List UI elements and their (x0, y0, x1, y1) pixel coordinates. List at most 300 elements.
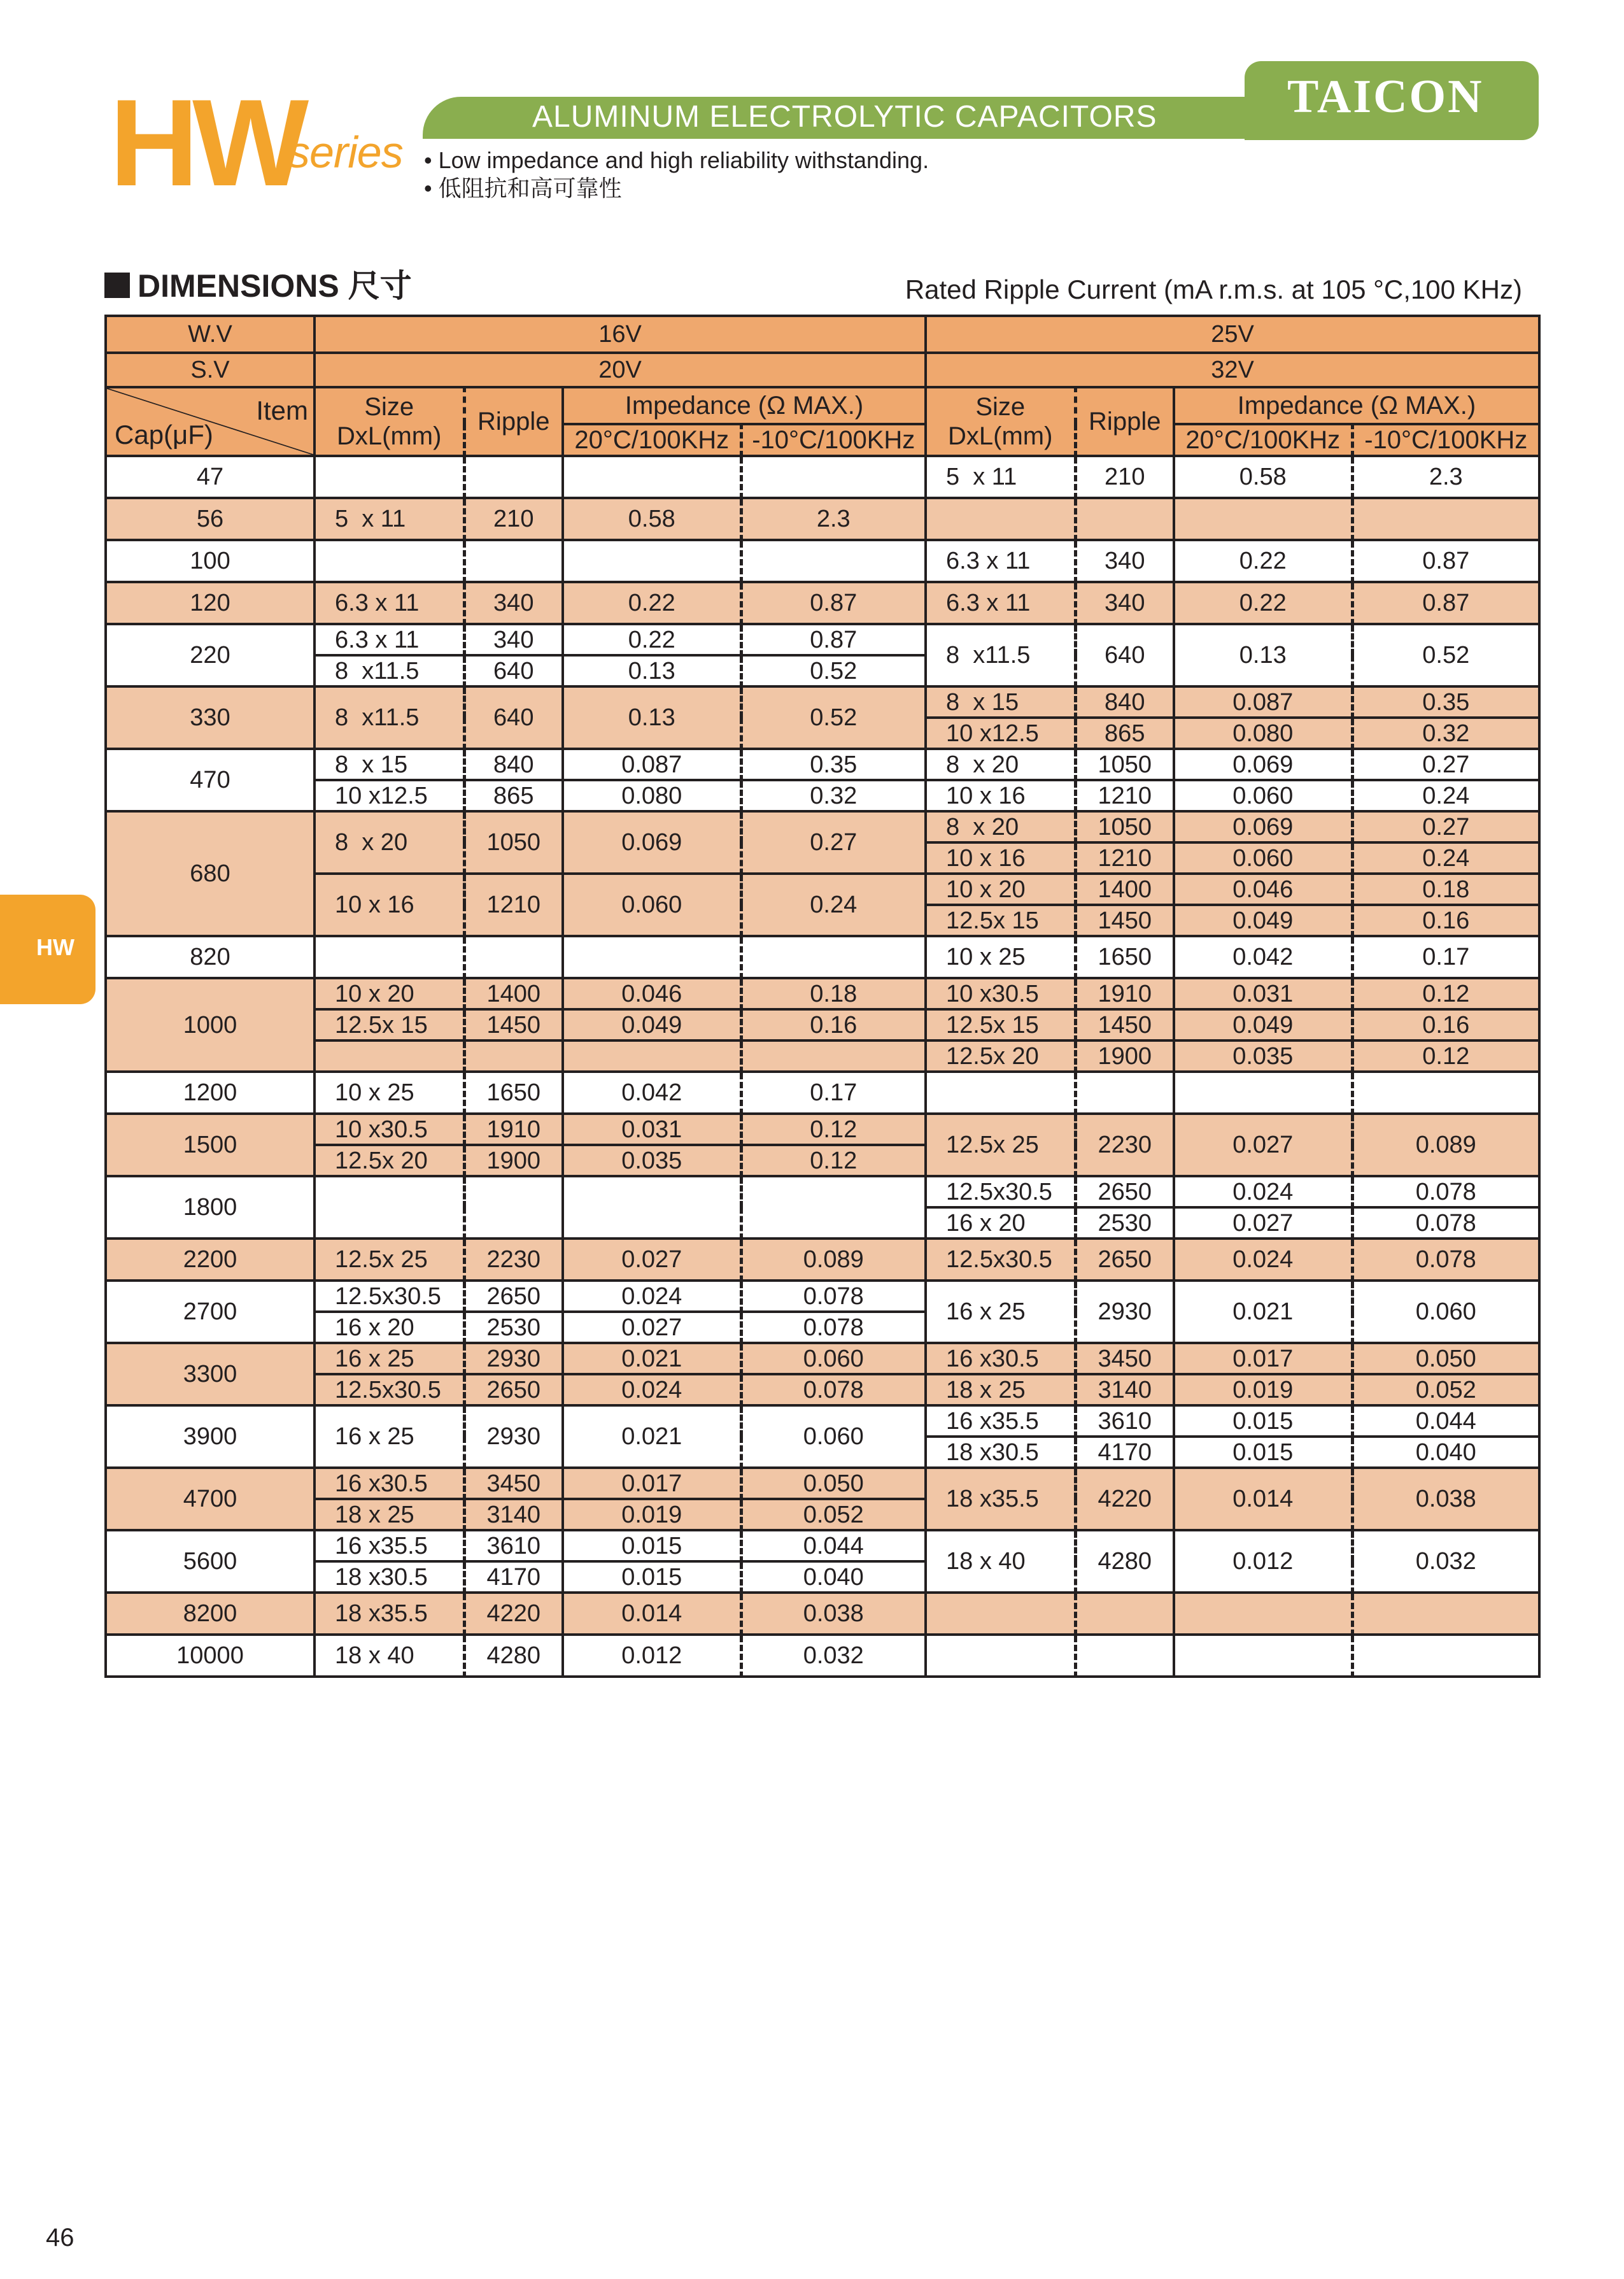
size-cell: 18 x35.5 (926, 1468, 1075, 1530)
size-cell: 10 x12.5 (926, 718, 1075, 749)
impedance-20c-cell: 0.017 (563, 1468, 741, 1499)
impedance-20c-cell: 0.024 (1174, 1239, 1352, 1281)
ripple-cell: 3610 (464, 1530, 563, 1561)
ripple-cell: 1450 (1075, 1009, 1174, 1040)
ripple-cell: 865 (464, 780, 563, 811)
ripple-cell: 2530 (464, 1312, 563, 1343)
impedance-m10c-cell: 0.35 (741, 749, 926, 780)
ripple-cell: 2650 (464, 1281, 563, 1312)
size-cell: 8 x 15 (314, 749, 464, 780)
impedance-m10c-cell: 0.17 (1352, 936, 1539, 978)
impedance-m10c-cell: 0.060 (1352, 1281, 1539, 1343)
capacitance-cell: 8200 (106, 1593, 314, 1635)
impedance-20c-cell (563, 1176, 741, 1239)
item-cap-header (106, 387, 314, 456)
ripple-cell: 340 (464, 582, 563, 624)
impedance-20c-cell: 0.046 (563, 978, 741, 1009)
ripple-cell: 1450 (464, 1009, 563, 1040)
impedance-20c-cell: 0.22 (1174, 582, 1352, 624)
ripple-cell: 1210 (464, 874, 563, 936)
impedance-20c-cell: 0.22 (563, 624, 741, 655)
ripple-cell: 4170 (1075, 1437, 1174, 1468)
capacitance-cell: 1800 (106, 1176, 314, 1239)
impedance-20c-cell: 0.027 (1174, 1114, 1352, 1176)
impedance-20c-cell: 0.014 (1174, 1468, 1352, 1530)
size-cell: 10 x 16 (926, 780, 1075, 811)
ripple-cell: 1050 (1075, 811, 1174, 842)
size-cell: 18 x30.5 (314, 1561, 464, 1593)
ripple-cell: 1050 (464, 811, 563, 874)
ripple-cell: 2650 (1075, 1239, 1174, 1281)
impedance-m10c-cell: 0.12 (1352, 978, 1539, 1009)
impedance-m10c-cell: 0.87 (1352, 582, 1539, 624)
impedance-20c-cell: 0.069 (563, 811, 741, 874)
ripple-cell: 3450 (1075, 1343, 1174, 1374)
impedance-20c-cell (563, 456, 741, 498)
size-cell (314, 1176, 464, 1239)
ripple-header-a: Ripple (464, 387, 563, 456)
ripple-cell: 2530 (1075, 1207, 1174, 1239)
capacitance-cell: 1000 (106, 978, 314, 1072)
capacitance-cell: 3300 (106, 1343, 314, 1405)
impedance-m10c-cell: 0.27 (1352, 749, 1539, 780)
section-title (104, 270, 412, 302)
ripple-cell: 640 (1075, 624, 1174, 686)
feature-bullet-zh: • 低阻抗和高可靠性 (424, 175, 622, 201)
impedance-20c-cell: 0.021 (1174, 1281, 1352, 1343)
item-label: Item (256, 395, 308, 425)
impedance-20c-cell: 0.019 (563, 1499, 741, 1530)
wv-label: W.V (106, 316, 314, 353)
impedance-20c-cell: 0.049 (563, 1009, 741, 1040)
impedance-20c-cell: 0.13 (563, 686, 741, 749)
capacitance-cell: 56 (106, 498, 314, 540)
impedance-m10c-cell (741, 456, 926, 498)
size-cell: 10 x 25 (314, 1072, 464, 1114)
capacitance-cell: 2700 (106, 1281, 314, 1343)
impedance-20c-cell: 0.060 (563, 874, 741, 936)
size-label: Size (364, 393, 414, 421)
impedance-20c-cell (1174, 1072, 1352, 1114)
ripple-cell: 1650 (1075, 936, 1174, 978)
impedance-20c-cell: 0.015 (563, 1561, 741, 1593)
size-cell (926, 1072, 1075, 1114)
impedance-20c-cell: 0.035 (1174, 1040, 1352, 1072)
table-row (106, 1009, 1539, 1040)
temp1-header-b: 20°C/100KHz (1174, 424, 1352, 456)
impedance-20c-cell: 0.13 (1174, 624, 1352, 686)
impedance-20c-cell: 0.019 (1174, 1374, 1352, 1405)
ripple-cell: 210 (464, 498, 563, 540)
impedance-m10c-cell: 0.078 (741, 1281, 926, 1312)
impedance-m10c-cell: 0.040 (741, 1561, 926, 1593)
impedance-m10c-cell: 0.17 (741, 1072, 926, 1114)
capacitance-cell: 820 (106, 936, 314, 978)
impedance-m10c-cell: 0.089 (1352, 1114, 1539, 1176)
table-row (106, 1239, 1539, 1281)
impedance-20c-cell: 0.024 (563, 1374, 741, 1405)
ripple-cell: 4220 (1075, 1468, 1174, 1530)
size-cell: 6.3 x 11 (314, 582, 464, 624)
sv-32v: 32V (926, 353, 1539, 387)
temp2-header-a: -10°C/100KHz (741, 424, 926, 456)
table-row (106, 1114, 1539, 1145)
impedance-m10c-cell: 0.24 (741, 874, 926, 936)
header-row-1 (106, 387, 1539, 424)
capacitance-cell: 220 (106, 624, 314, 686)
wv-row (106, 316, 1539, 353)
ripple-cell (1075, 1635, 1174, 1677)
ripple-cell: 865 (1075, 718, 1174, 749)
impedance-20c-cell: 0.031 (1174, 978, 1352, 1009)
size-cell: 12.5x 25 (314, 1239, 464, 1281)
impedance-m10c-cell: 0.24 (1352, 780, 1539, 811)
ripple-cell: 840 (464, 749, 563, 780)
size-cell: 16 x 20 (926, 1207, 1075, 1239)
ripple-cell (464, 1176, 563, 1239)
impedance-20c-cell: 0.042 (1174, 936, 1352, 978)
impedance-m10c-cell: 0.52 (741, 686, 926, 749)
impedance-20c-cell: 0.042 (563, 1072, 741, 1114)
table-row (106, 1593, 1539, 1635)
size-cell (314, 540, 464, 582)
table-row (106, 624, 1539, 655)
size-cell: 6.3 x 11 (314, 624, 464, 655)
ripple-cell: 2650 (464, 1374, 563, 1405)
table-row (106, 1343, 1539, 1374)
impedance-m10c-cell (741, 540, 926, 582)
sv-row (106, 353, 1539, 387)
size-cell: 12.5x 20 (926, 1040, 1075, 1072)
impedance-m10c-cell: 0.078 (1352, 1239, 1539, 1281)
size-cell (314, 936, 464, 978)
impedance-m10c-cell: 0.032 (1352, 1530, 1539, 1593)
ripple-cell: 1210 (1075, 842, 1174, 874)
size-cell: 10 x12.5 (314, 780, 464, 811)
impedance-20c-cell: 0.049 (1174, 905, 1352, 936)
sv-label: S.V (106, 353, 314, 387)
impedance-20c-cell: 0.069 (1174, 749, 1352, 780)
temp1-header-a: 20°C/100KHz (563, 424, 741, 456)
impedance-m10c-cell: 0.089 (741, 1239, 926, 1281)
ripple-cell: 640 (464, 686, 563, 749)
size-cell: 12.5x30.5 (314, 1281, 464, 1312)
series-logo-suffix: series (288, 127, 403, 177)
impedance-m10c-cell (1352, 1072, 1539, 1114)
rated-ripple-note: Rated Ripple Current (mA r.m.s. at 105 °C,100 KHz) (905, 274, 1522, 304)
series-logo-hw: HW (109, 74, 303, 212)
size-cell: 18 x35.5 (314, 1593, 464, 1635)
impedance-m10c-cell: 0.078 (1352, 1176, 1539, 1207)
capacitance-cell: 3900 (106, 1405, 314, 1468)
size-cell: 12.5x 15 (314, 1009, 464, 1040)
ripple-cell (464, 456, 563, 498)
impedance-m10c-cell: 0.052 (741, 1499, 926, 1530)
impedance-m10c-cell (1352, 1635, 1539, 1677)
table-row (106, 936, 1539, 978)
impedance-20c-cell (1174, 1593, 1352, 1635)
impedance-20c-cell: 0.012 (563, 1635, 741, 1677)
brand-logo: TAICON (1287, 71, 1484, 123)
capacitance-cell: 470 (106, 749, 314, 811)
impedance-20c-cell (1174, 498, 1352, 540)
impedance-m10c-cell: 0.52 (1352, 624, 1539, 686)
impedance-m10c-cell: 0.35 (1352, 686, 1539, 718)
size-cell: 16 x30.5 (926, 1343, 1075, 1374)
size-cell (926, 1593, 1075, 1635)
size-header-a (314, 387, 464, 456)
size-cell: 12.5x 15 (926, 1009, 1075, 1040)
impedance-m10c-cell: 0.87 (741, 624, 926, 655)
capacitance-cell: 330 (106, 686, 314, 749)
size-cell: 8 x11.5 (926, 624, 1075, 686)
feature-bullet-en: • Low impedance and high reliability withstanding. (424, 147, 929, 173)
size-cell: 16 x35.5 (314, 1530, 464, 1561)
temp2-header-b: -10°C/100KHz (1352, 424, 1539, 456)
dimensions-table (104, 315, 1541, 1678)
ripple-cell (1075, 1593, 1174, 1635)
size-cell: 8 x11.5 (314, 655, 464, 686)
impedance-m10c-cell (1352, 498, 1539, 540)
impedance-m10c-cell: 0.27 (741, 811, 926, 874)
impedance-20c-cell: 0.024 (563, 1281, 741, 1312)
table-row (106, 1040, 1539, 1072)
size-cell: 8 x 20 (926, 749, 1075, 780)
table-row (106, 1405, 1539, 1437)
capacitance-cell: 5600 (106, 1530, 314, 1593)
impedance-m10c-cell: 2.3 (1352, 456, 1539, 498)
size-cell: 8 x 15 (926, 686, 1075, 718)
impedance-20c-cell: 0.035 (563, 1145, 741, 1176)
impedance-20c-cell (563, 1040, 741, 1072)
impedance-m10c-cell: 0.12 (741, 1114, 926, 1145)
size-cell: 12.5x30.5 (314, 1374, 464, 1405)
size-cell: 10 x30.5 (314, 1114, 464, 1145)
ripple-cell: 1210 (1075, 780, 1174, 811)
capacitance-cell: 1200 (106, 1072, 314, 1114)
wv-16v: 16V (314, 316, 926, 353)
impedance-header-b: Impedance (Ω MAX.) (1174, 387, 1539, 424)
impedance-20c-cell: 0.012 (1174, 1530, 1352, 1593)
impedance-m10c-cell: 0.87 (1352, 540, 1539, 582)
impedance-20c-cell: 0.087 (1174, 686, 1352, 718)
size-cell: 12.5x 20 (314, 1145, 464, 1176)
ripple-cell: 1650 (464, 1072, 563, 1114)
impedance-20c-cell: 0.046 (1174, 874, 1352, 905)
size-cell: 5 x 11 (926, 456, 1075, 498)
impedance-m10c-cell (741, 1176, 926, 1239)
impedance-m10c-cell: 0.050 (741, 1468, 926, 1499)
size-cell: 18 x30.5 (926, 1437, 1075, 1468)
ripple-cell (1075, 1072, 1174, 1114)
size-cell: 5 x 11 (314, 498, 464, 540)
size-unit-label: DxL(mm) (337, 422, 442, 450)
impedance-20c-cell: 0.027 (1174, 1207, 1352, 1239)
size-cell: 18 x 40 (314, 1635, 464, 1677)
size-cell: 16 x 20 (314, 1312, 464, 1343)
size-cell: 8 x 20 (314, 811, 464, 874)
impedance-header-a: Impedance (Ω MAX.) (563, 387, 926, 424)
size-cell (314, 1040, 464, 1072)
impedance-20c-cell: 0.017 (1174, 1343, 1352, 1374)
table-row (106, 540, 1539, 582)
size-cell: 16 x35.5 (926, 1405, 1075, 1437)
size-cell: 6.3 x 11 (926, 582, 1075, 624)
impedance-20c-cell: 0.069 (1174, 811, 1352, 842)
size-cell: 16 x 25 (314, 1405, 464, 1468)
ripple-cell: 3140 (1075, 1374, 1174, 1405)
ripple-cell: 3140 (464, 1499, 563, 1530)
impedance-20c-cell: 0.015 (563, 1530, 741, 1561)
impedance-m10c-cell: 0.24 (1352, 842, 1539, 874)
impedance-m10c-cell (741, 1040, 926, 1072)
impedance-m10c-cell: 0.12 (1352, 1040, 1539, 1072)
ripple-cell: 2650 (1075, 1176, 1174, 1207)
impedance-20c-cell: 0.58 (563, 498, 741, 540)
impedance-m10c-cell: 0.87 (741, 582, 926, 624)
impedance-m10c-cell: 0.032 (741, 1635, 926, 1677)
ripple-cell: 2930 (464, 1343, 563, 1374)
impedance-m10c-cell: 0.052 (1352, 1374, 1539, 1405)
category-title: ALUMINUM ELECTROLYTIC CAPACITORS (532, 100, 1157, 134)
size-cell: 10 x 16 (926, 842, 1075, 874)
ripple-cell: 1450 (1075, 905, 1174, 936)
size-cell: 16 x 25 (314, 1343, 464, 1374)
table-row (106, 456, 1539, 498)
impedance-20c-cell: 0.58 (1174, 456, 1352, 498)
impedance-20c-cell (563, 540, 741, 582)
table-row (106, 978, 1539, 1009)
table-row (106, 1468, 1539, 1499)
impedance-20c-cell: 0.22 (1174, 540, 1352, 582)
impedance-20c-cell: 0.015 (1174, 1437, 1352, 1468)
ripple-cell: 1900 (464, 1145, 563, 1176)
impedance-m10c-cell: 0.18 (1352, 874, 1539, 905)
section-title-text: DIMENSIONS 尺寸 (138, 268, 412, 304)
impedance-20c-cell: 0.060 (1174, 842, 1352, 874)
table-row (106, 686, 1539, 718)
impedance-20c-cell: 0.021 (563, 1405, 741, 1468)
impedance-m10c-cell: 0.32 (1352, 718, 1539, 749)
impedance-m10c-cell: 0.078 (741, 1312, 926, 1343)
ripple-cell: 4280 (1075, 1530, 1174, 1593)
ripple-cell: 3450 (464, 1468, 563, 1499)
size-header-b (926, 387, 1075, 456)
size-cell: 12.5x30.5 (926, 1176, 1075, 1207)
ripple-cell (1075, 498, 1174, 540)
ripple-cell: 210 (1075, 456, 1174, 498)
capacitance-cell: 4700 (106, 1468, 314, 1530)
ripple-cell: 2930 (464, 1405, 563, 1468)
impedance-20c-cell: 0.080 (1174, 718, 1352, 749)
impedance-m10c-cell: 0.044 (741, 1530, 926, 1561)
impedance-20c-cell: 0.049 (1174, 1009, 1352, 1040)
size-cell: 18 x 25 (926, 1374, 1075, 1405)
size-cell: 10 x 20 (926, 874, 1075, 905)
size-cell: 12.5x 15 (926, 905, 1075, 936)
ripple-cell: 2230 (464, 1239, 563, 1281)
impedance-m10c-cell (1352, 1593, 1539, 1635)
table-row (106, 498, 1539, 540)
square-bullet-icon (104, 273, 130, 298)
size-cell (314, 456, 464, 498)
impedance-20c-cell: 0.080 (563, 780, 741, 811)
impedance-20c-cell: 0.13 (563, 655, 741, 686)
impedance-m10c-cell: 0.038 (1352, 1468, 1539, 1530)
wv-25v: 25V (926, 316, 1539, 353)
impedance-m10c-cell: 0.16 (1352, 905, 1539, 936)
ripple-cell (464, 1040, 563, 1072)
size-cell: 16 x 25 (926, 1281, 1075, 1343)
table-row (106, 874, 1539, 905)
ripple-cell (464, 540, 563, 582)
size-cell: 12.5x30.5 (926, 1239, 1075, 1281)
impedance-m10c-cell: 0.044 (1352, 1405, 1539, 1437)
ripple-cell: 4280 (464, 1635, 563, 1677)
table-row (106, 1530, 1539, 1561)
impedance-20c-cell: 0.024 (1174, 1176, 1352, 1207)
size-unit-label: DxL(mm) (948, 422, 1053, 450)
capacitance-cell: 1500 (106, 1114, 314, 1176)
ripple-cell: 1400 (1075, 874, 1174, 905)
capacitance-cell: 10000 (106, 1635, 314, 1677)
ripple-cell: 2930 (1075, 1281, 1174, 1343)
ripple-cell: 340 (1075, 582, 1174, 624)
ripple-cell: 1900 (1075, 1040, 1174, 1072)
size-cell: 8 x 20 (926, 811, 1075, 842)
size-cell: 8 x11.5 (314, 686, 464, 749)
size-cell: 12.5x 25 (926, 1114, 1075, 1176)
ripple-cell: 1400 (464, 978, 563, 1009)
size-cell: 10 x 16 (314, 874, 464, 936)
ripple-cell: 340 (1075, 540, 1174, 582)
impedance-20c-cell: 0.027 (563, 1312, 741, 1343)
impedance-m10c-cell: 2.3 (741, 498, 926, 540)
impedance-20c-cell: 0.014 (563, 1593, 741, 1635)
table-row (106, 1281, 1539, 1312)
capacitance-cell: 47 (106, 456, 314, 498)
impedance-m10c-cell (741, 936, 926, 978)
impedance-m10c-cell: 0.060 (741, 1405, 926, 1468)
impedance-20c-cell: 0.087 (563, 749, 741, 780)
capacitance-cell: 680 (106, 811, 314, 936)
impedance-m10c-cell: 0.038 (741, 1593, 926, 1635)
ripple-cell: 1050 (1075, 749, 1174, 780)
impedance-m10c-cell: 0.52 (741, 655, 926, 686)
ripple-cell: 4170 (464, 1561, 563, 1593)
impedance-20c-cell (1174, 1635, 1352, 1677)
capacitance-cell: 100 (106, 540, 314, 582)
size-cell: 6.3 x 11 (926, 540, 1075, 582)
size-cell: 10 x30.5 (926, 978, 1075, 1009)
table-row (106, 1176, 1539, 1207)
ripple-cell: 840 (1075, 686, 1174, 718)
cap-label: Cap(μF) (115, 420, 213, 450)
table-row (106, 811, 1539, 842)
impedance-20c-cell: 0.027 (563, 1239, 741, 1281)
impedance-m10c-cell: 0.078 (1352, 1207, 1539, 1239)
ripple-cell: 640 (464, 655, 563, 686)
impedance-20c-cell: 0.015 (1174, 1405, 1352, 1437)
sv-20v: 20V (314, 353, 926, 387)
table-row (106, 1635, 1539, 1677)
table-row (106, 582, 1539, 624)
impedance-m10c-cell: 0.040 (1352, 1437, 1539, 1468)
size-label: Size (975, 393, 1026, 421)
ripple-cell: 1910 (464, 1114, 563, 1145)
impedance-m10c-cell: 0.18 (741, 978, 926, 1009)
table-row (106, 1072, 1539, 1114)
